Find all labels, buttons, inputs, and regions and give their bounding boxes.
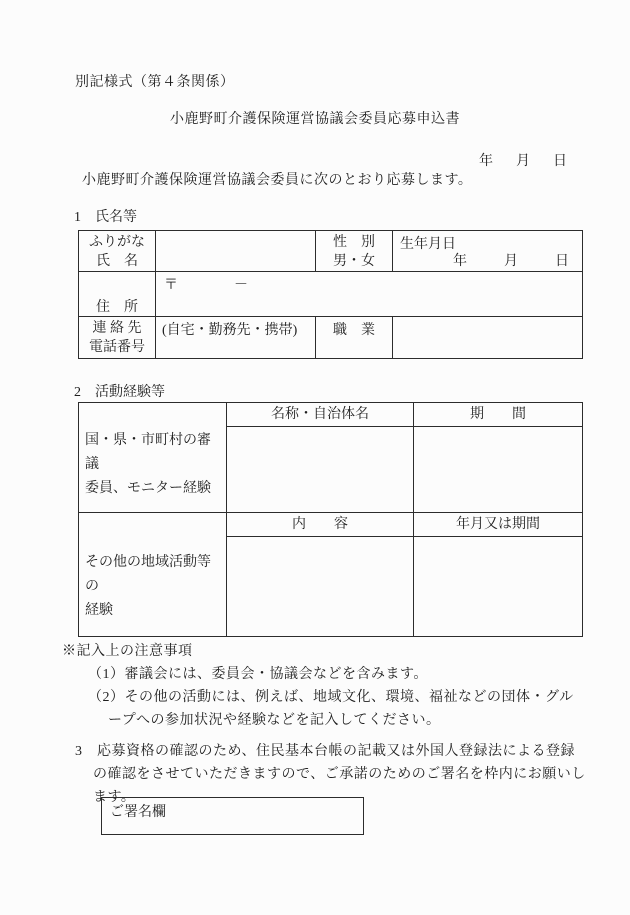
form-style-note: 別記様式（第４条関係） (75, 75, 235, 90)
content-header: 内 容 (292, 517, 348, 532)
gender-label: 性 別 (333, 235, 375, 250)
birthdate-cell[interactable] (393, 231, 583, 272)
section3-line2: の確認をさせていただきますので、ご承諾のためのご署名を枠内にお願いし (93, 767, 586, 782)
address-label-cell (79, 272, 156, 317)
period2-header: 年月又は期間 (456, 517, 540, 532)
period-input-cell[interactable] (414, 427, 583, 513)
org-name-input-cell[interactable] (227, 427, 414, 513)
postal-mark: 〒 (164, 278, 178, 293)
date-day-label: 日 (553, 154, 567, 169)
note-2-line2: ープへの参加状況や経験などを記入してください。 (108, 713, 441, 728)
birthdate-label: 生年月日 (400, 237, 456, 252)
section1-heading: 1 氏名等 (74, 210, 137, 225)
furigana-name-label-cell (79, 231, 156, 272)
section3-line3: ます。 (93, 790, 136, 805)
other-activity-label-cell (79, 513, 227, 637)
note-2-line1: （2）その他の活動には、例えば、地域文化、環境、福祉などの団体・グル (88, 690, 574, 705)
phone-input-cell[interactable] (156, 317, 316, 359)
occupation-input-cell[interactable] (393, 317, 583, 359)
contact-label-line1: 連 絡 先 (92, 321, 142, 336)
date-month-label: 月 (516, 154, 530, 169)
period2-header-cell (414, 513, 583, 537)
period-header-cell (414, 403, 583, 427)
name-input-cell[interactable] (156, 231, 316, 272)
birth-day-label: 日 (555, 254, 569, 269)
period-header: 期 間 (470, 407, 526, 422)
contact-label-line2: 電話番号 (89, 340, 145, 355)
address-label: 住 所 (96, 300, 138, 315)
birth-year-label: 年 (453, 254, 467, 269)
occupation-label: 職 業 (333, 323, 375, 338)
council-experience-label-cell (79, 403, 227, 513)
period2-input-cell[interactable] (414, 537, 583, 637)
content-input-cell[interactable] (227, 537, 414, 637)
intro-statement: 小鹿野町介護保険運営協議会委員に次のとおり応募します。 (82, 173, 473, 188)
other-activity-line2: 経験 (85, 603, 113, 618)
name-label: 氏 名 (96, 254, 138, 269)
notes-title: ※記入上の注意事項 (62, 644, 193, 659)
note-1: （1）審議会には、委員会・協議会などを含みます。 (88, 667, 428, 682)
notes-block (62, 640, 574, 732)
date-year-label: 年 (479, 154, 493, 169)
section3-line1: 3 応募資格の確認のため、住民基本台帳の記載又は外国人登録法による登録 (75, 744, 575, 759)
signature-box[interactable] (101, 797, 364, 835)
other-activity-line1: その他の地域活動等の (85, 555, 211, 594)
occupation-label-cell (316, 317, 393, 359)
postal-separator: － (234, 278, 248, 293)
document-title: 小鹿野町介護保険運営協議会委員応募申込書 (170, 112, 460, 127)
date-line (479, 150, 567, 170)
furigana-label: ふりがな (89, 235, 145, 250)
signature-label: ご署名欄 (110, 805, 166, 820)
activity-experience-table (78, 402, 583, 637)
council-experience-line1: 国・県・市町村の審議 (85, 433, 211, 472)
council-experience-line2: 委員、モニター経験 (85, 481, 211, 496)
section2-heading: 2 活動経験等 (74, 385, 165, 400)
content-header-cell (227, 513, 414, 537)
org-name-header: 名称・自治体名 (271, 407, 369, 422)
address-input-cell[interactable] (156, 272, 583, 317)
gender-cell[interactable] (316, 231, 393, 272)
personal-info-table (78, 230, 583, 359)
gender-options[interactable]: 男・女 (333, 254, 375, 269)
phone-type-options[interactable]: (自宅・勤務先・携帯) (162, 323, 298, 338)
birthdate-ymd-row (393, 253, 582, 271)
contact-label-cell (79, 317, 156, 359)
birth-month-label: 月 (504, 254, 518, 269)
org-name-header-cell (227, 403, 414, 427)
